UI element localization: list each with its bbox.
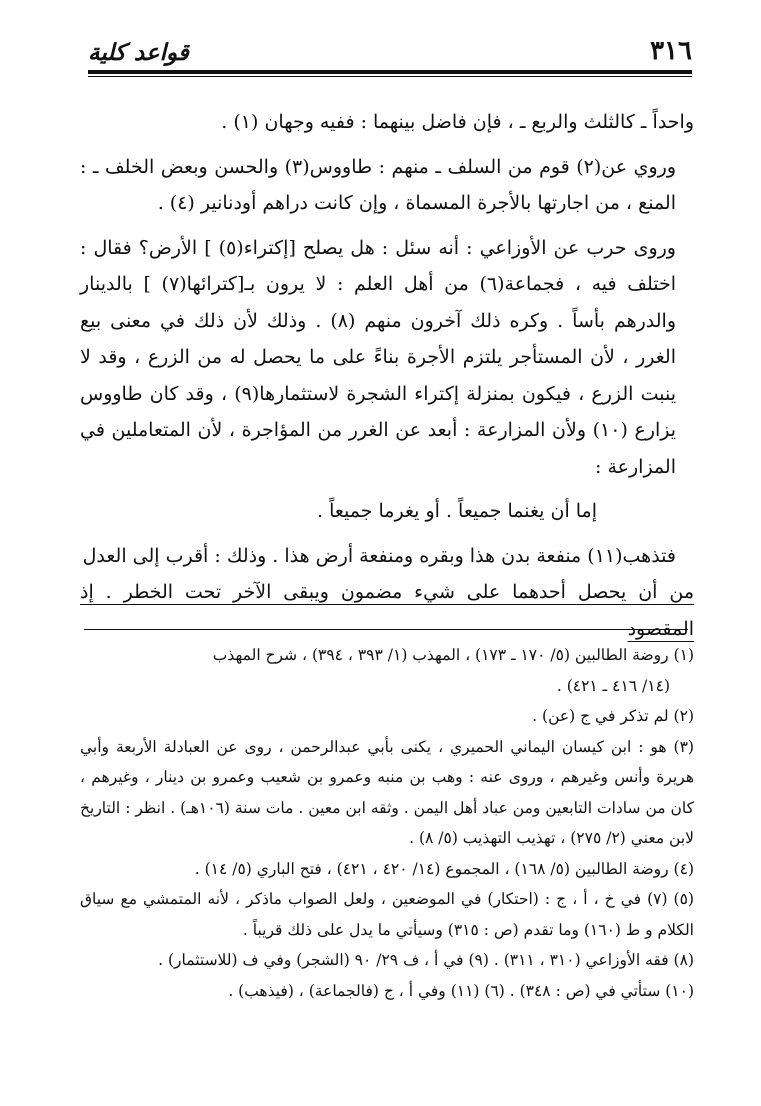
paragraph-2: وروي عن(٢) قوم من السلف ـ منهم : طاووس(٣) والحسن وبعض الخلف ـ : المنع ، من اجارتها بالأجرة المسماة ، وإن كانت دراهم أودنانير (٤) . (80, 155, 676, 214)
footnote-5-7: (٥) (٧) في خ ، أ ، ج : (احتكار) في الموضعين ، ولعل الصواب ماذكر ، لأنه المتمشي مع سياق الكلام و ط (١٦٠) وما تقدم (ص : ٣١٥) وسيأتي ما يدل على ذلك قريباً . (80, 890, 694, 939)
footnote-1: (١) روضة الطالبين (٥/ ١٧٠ ـ ١٧٣) ، المهذب (١/ ٣٩٣ ، ٣٩٤) ، شرح المهذب (212, 646, 694, 664)
page-header (88, 30, 692, 66)
footnotes (80, 640, 694, 1006)
footnote-3: (٣) هو : ابن كيسان اليماني الحميري ، يكنى بأبي عبدالرحمن ، روى عن العبادلة الأربعة وأبي هريرة وأنس وغيرهم ، وروى عنه : وهب بن منبه وعمرو بن شعيب وعمرو بن دينار ، وغيرهم ، كان من سادات التابعين ومن عباد أهل اليمن . وثقه ابن معين . مات سنة (١٠٦هـ) . انظر : التاريخ لابن معني (٢/ ٢٧٥) ، تهذيب التهذيب (٥/ ٨) . (80, 737, 694, 847)
running-title: قواعد كلية (88, 39, 189, 66)
paragraph-6 (80, 574, 694, 647)
footnote-4: (٤) روضة الطالبين (٥/ ١٦٨) ، المجموع (١٤/ ٤٢٠ ، ٤٢١) ، فتح الباري (٥/ ١٤) . (194, 859, 694, 878)
page-number: ٣١٦ (650, 36, 692, 66)
header-rule-thin (88, 76, 692, 77)
header-rule (88, 70, 692, 74)
footnote-1-cont: (١٤/ ٤١٦ ـ ٤٢١) . (556, 676, 670, 695)
paragraph-5: فتذهب(١١) منفعة بدن هذا وبقره ومنفعة أرض هذا . وذلك : أقرب إلى العدل (82, 544, 676, 567)
main-text (80, 104, 694, 647)
paragraph-1: واحداً ـ كالثلث والربع ـ ، فإن فاضل بينهما : ففيه وجهان (١) . (221, 111, 694, 133)
paragraph-3: وروى حرب عن الأوزاعي : أنه سئل : هل يصلح [إكتراء(٥) ] الأرض؟ فقال : اختلف فيه ، فجماعة(٦) من أهل العلم : لا يرون بـ[كترائها(٧) ] بالدينار والدرهم بأساً . وكره ذلك آخرون منهم (٨) . وذلك لأن ذلك في معنى بيع الغرر ، لأن المستأجر يلتزم الأجرة بناءً على ما يحصل له من الزرع ، وقد لا ينبت الزرع ، فيكون بمنزلة إكتراء الشجرة لاستثمارها(٩) ، وقد كان طاووس يزارع (١٠) ولأن المزارعة : أبعد عن الغرر من المؤاجرة ، لأن المتعاملين في المزارعة : (80, 236, 677, 478)
footnote-separator (84, 629, 688, 630)
paragraph-4: إما أن يغنما جميعاً . أو يغرما جميعاً . (316, 500, 598, 522)
footnote-2: (٢) لم تذكر في ج (عن) . (532, 707, 694, 725)
footnote-8-9: (٨) فقه الأوزاعي (٣١٠ ، ٣١١) . (٩) في أ ، ف ٢٩/ ٩٠ (الشجر) وفي ف (للاستثمار) . (158, 951, 694, 969)
footnote-10-11: (١٠) ستأتي في (ص : ٣٤٨) . (٦) (١١) وفي أ ، ج (فالجماعة) ، (فيذهب) . (228, 981, 694, 1000)
underlined-text: من أن يحصل أحدهما على شيء مضمون ويبقى الآخر تحت الخطر . إذ المقصود (80, 581, 694, 640)
